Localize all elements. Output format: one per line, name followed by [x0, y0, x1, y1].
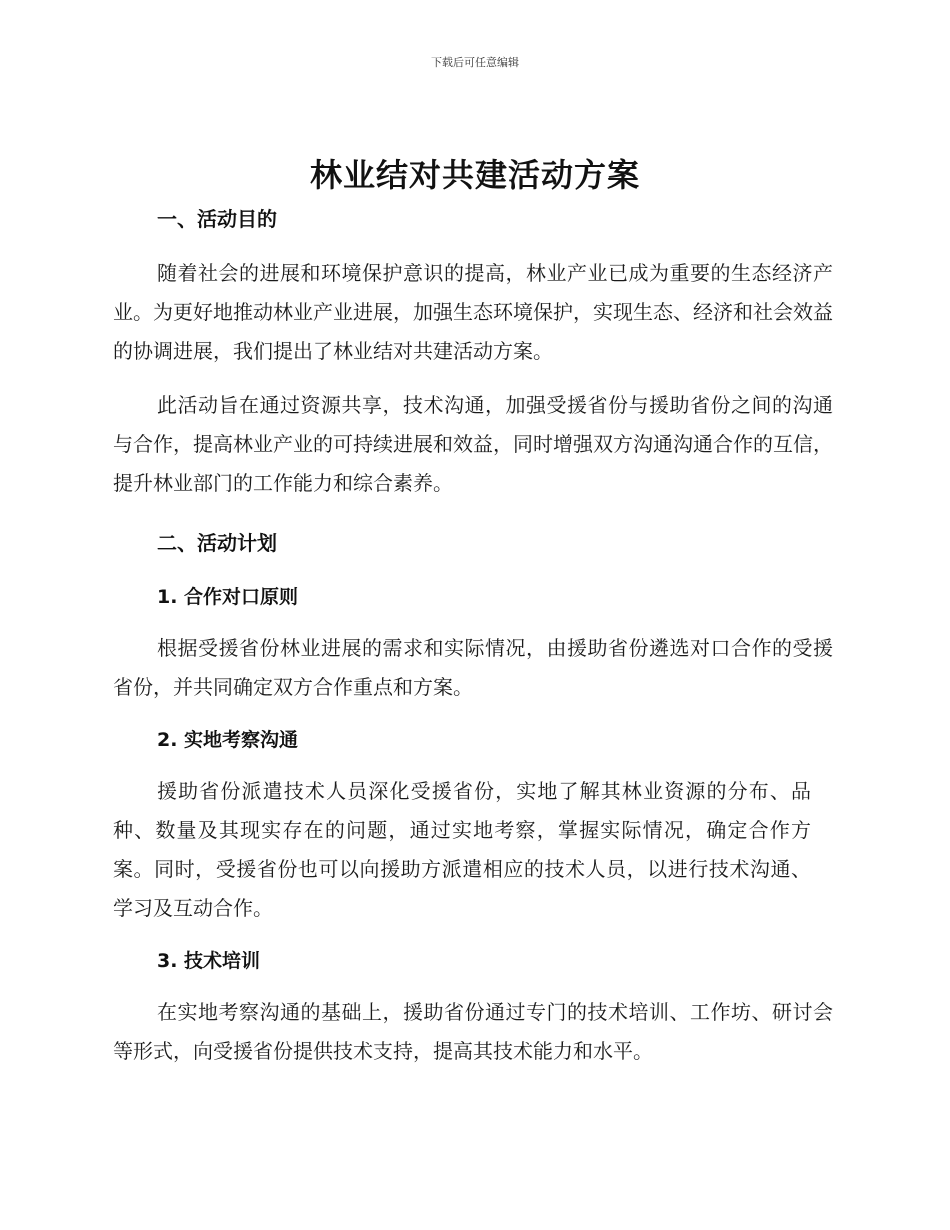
subsection-heading: 2. 实地考察沟通 [157, 729, 299, 751]
subsection-heading: 1. 合作对口原则 [157, 586, 299, 608]
subsection-heading: 3. 技术培训 [157, 950, 261, 972]
paragraph: 此活动旨在通过资源共享，技术沟通，加强受援省份与援助省份之间的沟通与合作，提高林业产业的可持续进展和效益，同时增强双方沟通沟通合作的互信，提升林业部门的工作能力和综合素养。 [113, 393, 833, 495]
paragraph: 根据受援省份林业进展的需求和实际情况，由援助省份遴选对口合作的受援省份，并共同确定双方合作重点和方案。 [113, 636, 833, 699]
paragraph: 援助省份派遣技术人员深化受援省份，实地了解其林业资源的分布、品种、数量及其现实存在的问题，通过实地考察，掌握实际情况，确定合作方案。同时，受援省份也可以向援助方派遣相应的技术人员，以进行技术沟通、学习及互动合作。 [113, 779, 811, 920]
paragraph: 在实地考察沟通的基础上，援助省份通过专门的技术培训、工作坊、研讨会等形式，向受援省份提供技术支持，提高其技术能力和水平。 [113, 1000, 833, 1063]
paragraph: 随着社会的进展和环境保护意识的提高，林业产业已成为重要的生态经济产业。为更好地推动林业产业进展，加强生态环境保护，实现生态、经济和社会效益的协调进展，我们提出了林业结对共建活动方案。 [113, 261, 833, 363]
document-title: 林业结对共建活动方案 [309, 156, 640, 194]
section-heading-purpose: 一、活动目的 [157, 207, 277, 231]
header-note: 下载后可任意编辑 [431, 56, 519, 69]
section-heading-plan: 二、活动计划 [157, 531, 277, 555]
document-body [113, 200, 833, 1071]
